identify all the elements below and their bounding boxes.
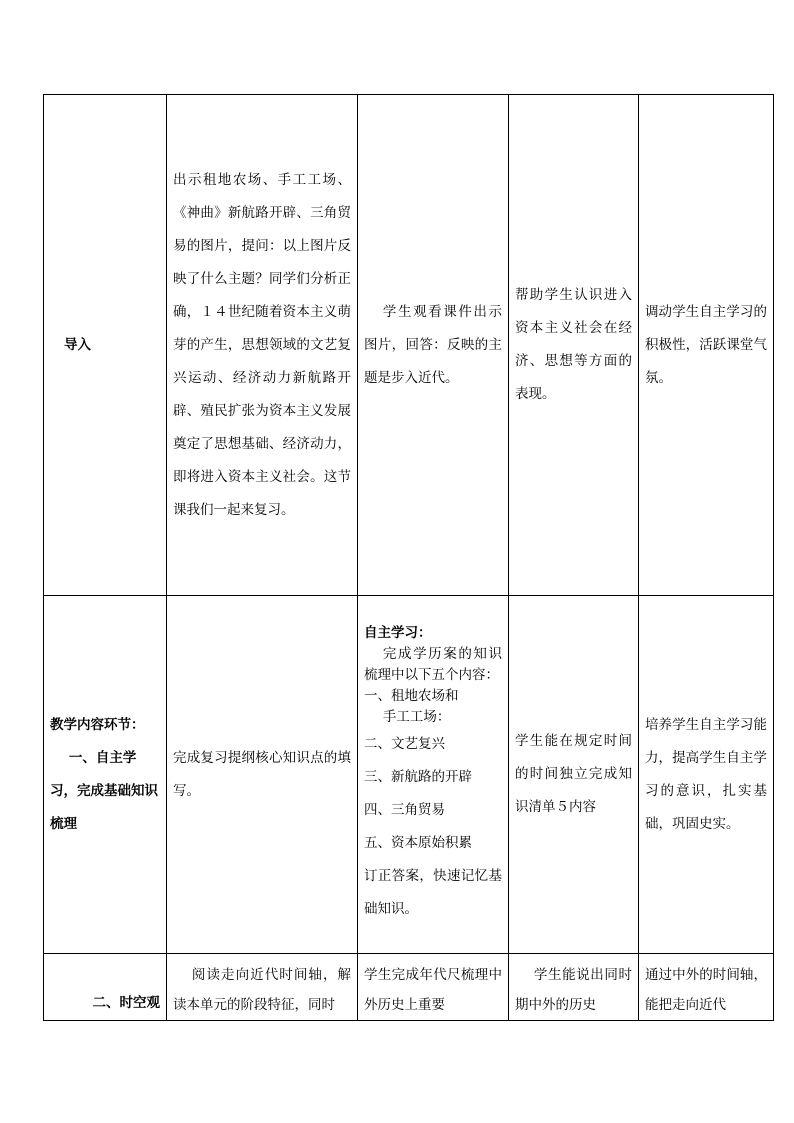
teacher-activity-cell (167, 95, 358, 596)
stage-label: 教学内容环节： (50, 716, 145, 733)
list-item: 三、新航路的开辟 (364, 769, 472, 785)
design-intent-cell (639, 596, 774, 954)
learning-goal-text: 学生能说出同时期中外的历史 (515, 967, 632, 1013)
learning-goal-cell (509, 954, 639, 1021)
design-intent-text: 通过中外的时间轴，能把走向近代 (645, 967, 767, 1013)
teacher-activity-cell (167, 954, 358, 1021)
table-row (44, 95, 774, 596)
design-intent-text: 调动学生自主学习的积极性，活跃课堂气氛。 (645, 303, 767, 386)
teacher-activity-text: 出示租地农场、手工工场、《神曲》新航路开辟、三角贸易的图片，提问：以上图片反映了什么主题？同学们分析正确，１４世纪随着资本主义萌芽的产生，思想领域的文艺复兴运动、经济动力新航路开辟、殖民扩张为资本主义发展奠定了思想基础、经济动力，即将进入资本主义社会。这节课我们一起来复习。 (173, 171, 351, 518)
list-item: 五、资本原始积累 (364, 835, 472, 851)
learning-goal-cell (509, 596, 639, 954)
design-intent-cell (639, 954, 774, 1021)
design-intent-text: 培养学生自主学习能力，提高学生自主学习的意识，扎实基础，巩固史实。 (645, 716, 767, 832)
teacher-activity-text: 完成复习提纲核心知识点的填写。 (173, 749, 351, 799)
stage-label: 导入 (64, 336, 91, 353)
student-activity-text: 学生观看课件出示图片，回答：反映的主题是步入近代。 (364, 303, 502, 386)
stage-cell (44, 95, 167, 596)
list-item: 一、租地农场和 (364, 688, 459, 704)
design-intent-cell (639, 95, 774, 596)
teacher-activity-text: 阅读走向近代时间轴，解读本单元的阶段特征，同时 (173, 967, 351, 1013)
student-activity-cell (358, 596, 509, 954)
learning-goal-text: 帮助学生认识进入资本主义社会在经济、思想等方面的表现。 (515, 287, 632, 402)
student-activity-text: 学生完成年代尺梳理中外历史上重要 (364, 967, 502, 1013)
stage-label: 二、时空观 (92, 995, 160, 1011)
stage-label: 一、自主学习，完成基础知识梳理 (50, 749, 158, 832)
list-item: 手工工场： (382, 709, 451, 725)
list-item: 订正答案，快速记忆基础知识。 (364, 868, 502, 917)
student-activity-title: 自主学习： (364, 625, 432, 641)
student-activity-intro: 完成学历案的知识梳理中以下五个内容： (364, 646, 502, 683)
list-item: 二、文艺复兴 (364, 736, 445, 752)
teacher-activity-cell (167, 596, 358, 954)
list-item: 四、三角贸易 (364, 802, 445, 818)
stage-cell (44, 596, 167, 954)
learning-goal-text: 学生能在规定时间的时间独立完成知识清单５内容 (515, 733, 632, 815)
lesson-plan-table (43, 94, 774, 1021)
table-row (44, 596, 774, 954)
student-activity-cell (358, 954, 509, 1021)
table-row (44, 954, 774, 1021)
learning-goal-cell (509, 95, 639, 596)
stage-cell (44, 954, 167, 1021)
student-activity-cell (358, 95, 509, 596)
